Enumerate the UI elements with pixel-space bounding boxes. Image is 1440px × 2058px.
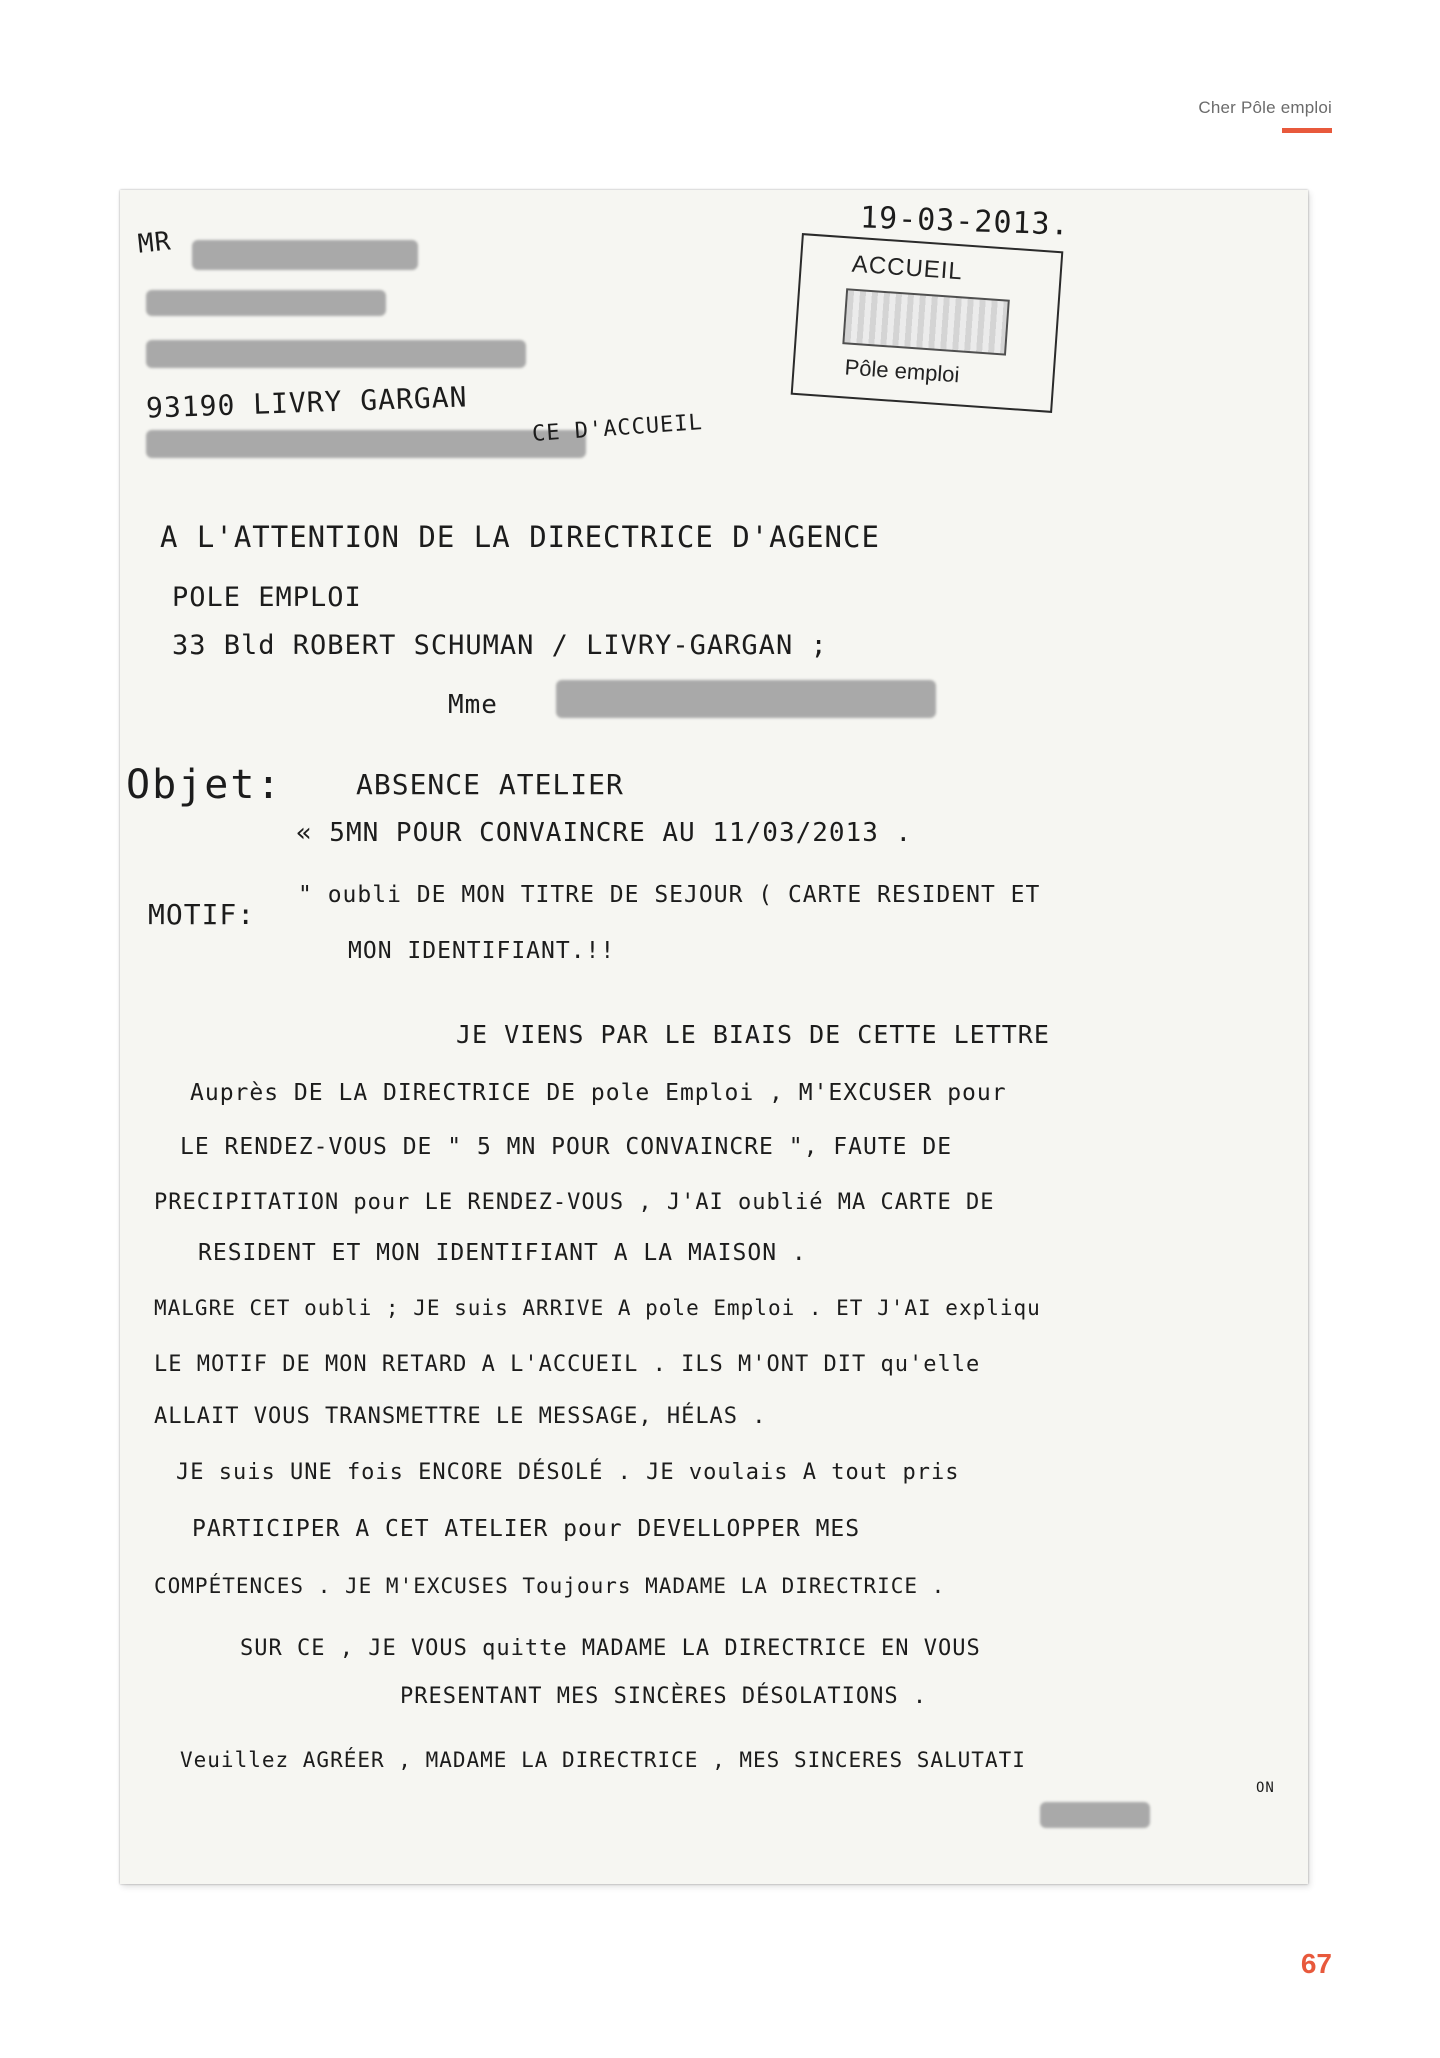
accueil-stamp: [791, 233, 1064, 413]
body-line: Auprès DE LA DIRECTRICE DE pole Emploi , M'EXCUSER pour: [190, 1080, 1007, 1106]
closing-tail: ON: [1256, 1780, 1275, 1796]
motive-line-2: MON IDENTIFIANT.!!: [348, 938, 616, 964]
body-line: PRESENTANT MES SINCÈRES DÉSOLATIONS .: [400, 1684, 928, 1709]
body-line: Veuillez AGRÉER , MADAME LA DIRECTRICE , MES SINCERES SALUTATI: [180, 1748, 1026, 1772]
body-line: COMPÉTENCES . JE M'EXCUSES Toujours MADAME LA DIRECTRICE .: [154, 1574, 946, 1598]
redacted-recipient-name: [556, 680, 936, 718]
letter-date: 19-03-2013.: [859, 200, 1071, 243]
running-header: Cher Pôle emploi: [1198, 98, 1332, 117]
sender-city: 93190 LIVRY GARGAN: [145, 380, 468, 425]
body-line: MALGRE CET oubli ; JE suis ARRIVE A pole Emploi . ET J'AI expliqu: [154, 1296, 1041, 1320]
body-line: SUR CE , JE VOUS quitte MADAME LA DIRECTRICE EN VOUS: [240, 1636, 981, 1661]
redacted-sender-extra: [146, 430, 586, 458]
motive-label: MOTIF:: [148, 898, 256, 931]
subject-line-1: ABSENCE ATELIER: [356, 768, 624, 801]
page-number: 67: [1300, 1948, 1332, 1979]
body-line: JE VIENS PAR LE BIAIS DE CETTE LETTRE: [456, 1020, 1050, 1049]
sender-prefix: MR: [136, 226, 173, 260]
body-line: LE RENDEZ-VOUS DE " 5 MN POUR CONVAINCRE ", FAUTE DE: [180, 1134, 953, 1160]
body-line: JE suis UNE fois ENCORE DÉSOLÉ . JE voulais A tout pris: [176, 1460, 960, 1485]
body-line: PRECIPITATION pour LE RENDEZ-VOUS , J'AI oublié MA CARTE DE: [154, 1190, 995, 1215]
redacted-sender-name: [192, 240, 418, 270]
subject-label: Objet:: [126, 762, 283, 808]
recipient-line-4: Mme: [448, 690, 498, 720]
stamp-organization: Pôle emploi: [843, 354, 961, 388]
recipient-line-1: A L'ATTENTION DE LA DIRECTRICE D'AGENCE: [160, 520, 880, 554]
header-accent-rule: [1282, 128, 1332, 133]
body-line: ALLAIT VOUS TRANSMETTRE LE MESSAGE, HÉLAS .: [154, 1404, 767, 1429]
motive-line-1: " oubli DE MON TITRE DE SEJOUR ( CARTE RESIDENT ET: [298, 882, 1041, 908]
stamp-title: ACCUEIL: [850, 250, 964, 286]
subject-line-2: « 5MN POUR CONVAINCRE AU 11/03/2013 .: [296, 818, 913, 848]
redacted-sender-address: [146, 340, 526, 368]
scanned-letter: [120, 190, 1308, 1884]
recipient-line-3: 33 Bld ROBERT SCHUMAN / LIVRY-GARGAN ;: [172, 630, 828, 661]
stamp-date-box: [842, 288, 1010, 355]
body-line: RESIDENT ET MON IDENTIFIANT A LA MAISON .: [198, 1240, 807, 1266]
body-line: PARTICIPER A CET ATELIER pour DEVELLOPPER MES: [192, 1516, 861, 1542]
recipient-line-2: POLE EMPLOI: [172, 582, 362, 613]
sender-line-tail: CE D'ACCUEIL: [531, 410, 704, 447]
body-line: LE MOTIF DE MON RETARD A L'ACCUEIL . ILS M'ONT DIT qu'elle: [154, 1352, 981, 1377]
redacted-signature: [1040, 1802, 1150, 1828]
redacted-sender-line: [146, 290, 386, 316]
